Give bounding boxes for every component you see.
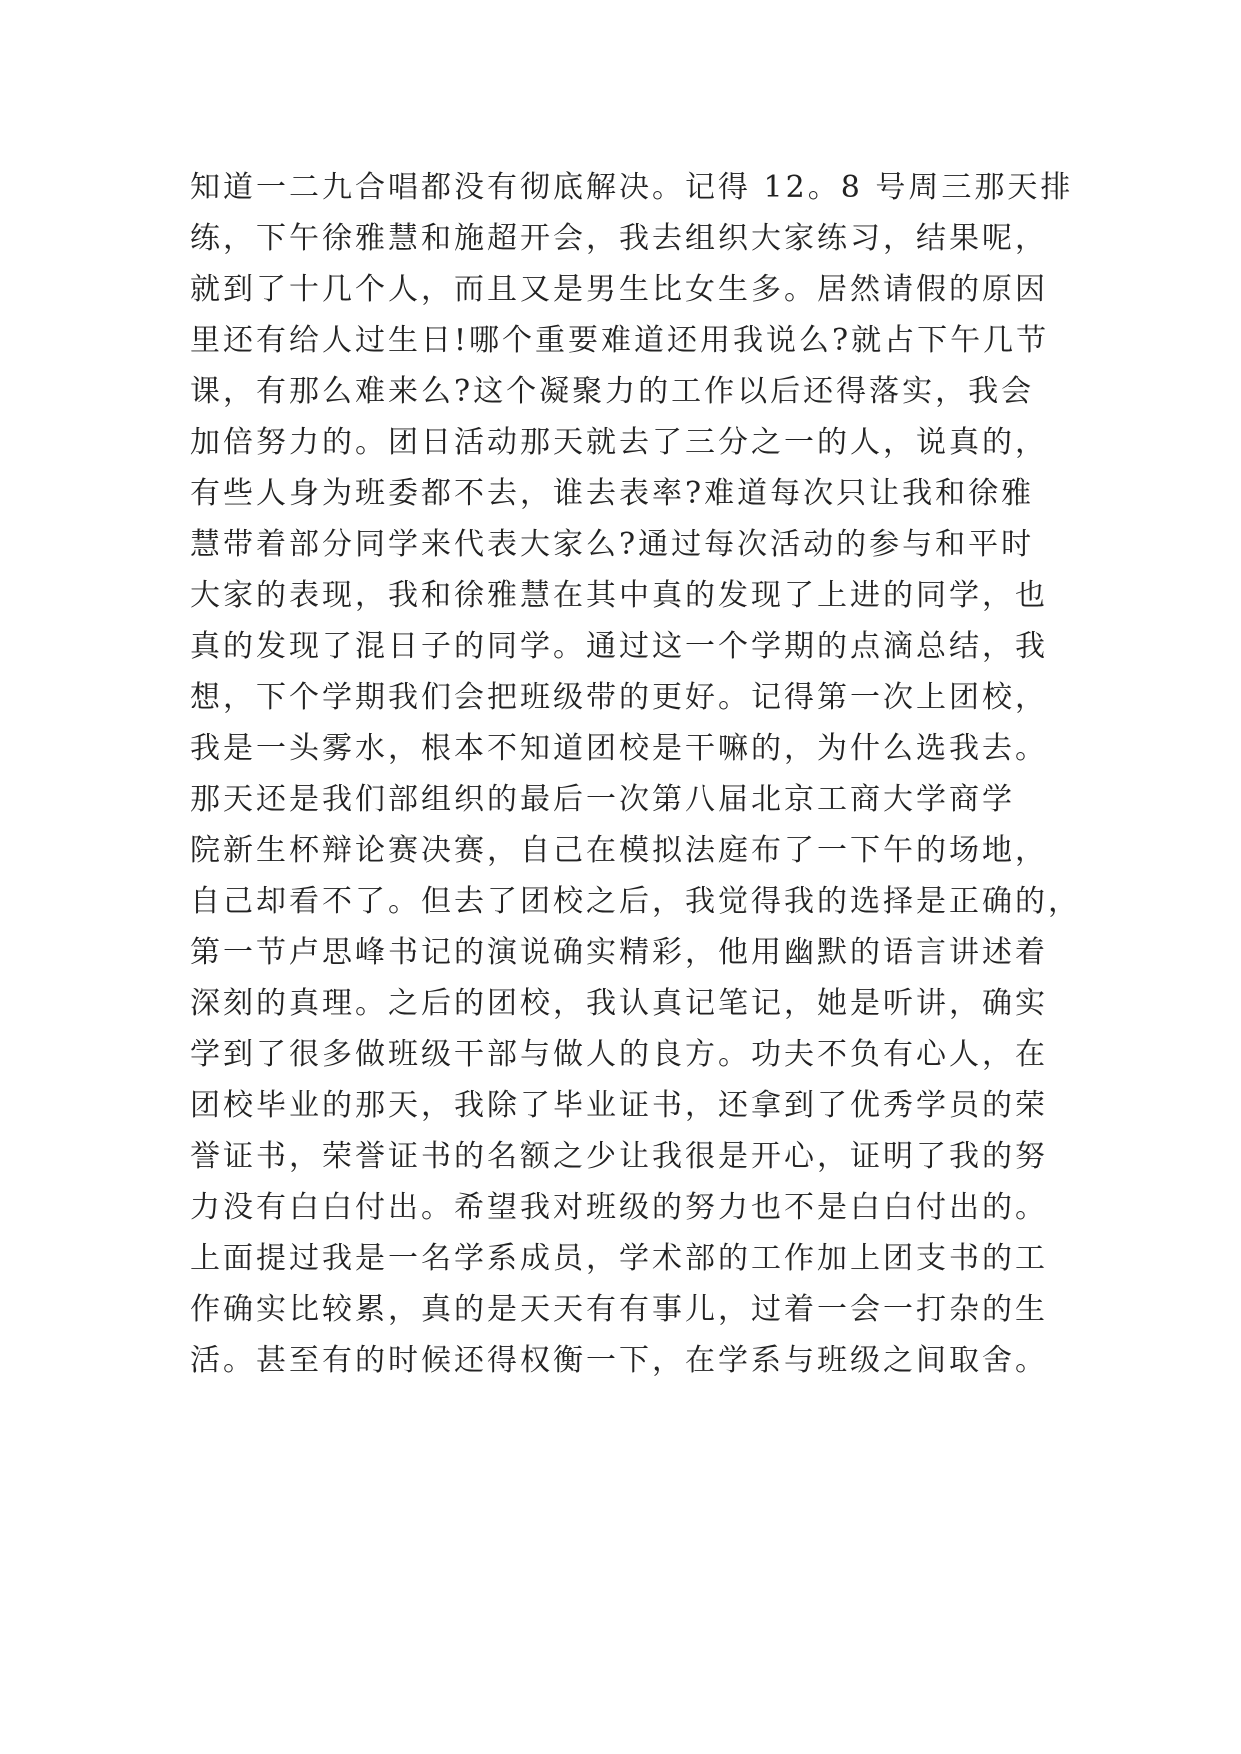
text-line: 想，下个学期我们会把班级带的更好。记得第一次上团校， — [190, 680, 1048, 715]
text-line: 就到了十几个人，而且又是男生比女生多。居然请假的原因 — [190, 272, 1048, 307]
text-line: 那天还是我们部组织的最后一次第八届北京工商大学商学 — [190, 782, 1015, 817]
text-line: 有些人身为班委都不去，谁去表率?难道每次只让我和徐雅 — [190, 476, 1035, 511]
body-text — [190, 162, 1081, 1386]
text-line: 团校毕业的那天，我除了毕业证书，还拿到了优秀学员的荣 — [190, 1088, 1048, 1123]
text-line: 学到了很多做班级干部与做人的良方。功夫不负有心人，在 — [190, 1037, 1048, 1072]
text-line: 誉证书，荣誉证书的名额之少让我很是开心，证明了我的努 — [190, 1139, 1048, 1174]
text-line: 加倍努力的。团日活动那天就去了三分之一的人，说真的， — [190, 425, 1048, 460]
text-line: 自己却看不了。但去了团校之后，我觉得我的选择是正确的， — [190, 884, 1081, 919]
text-line: 活。甚至有的时候还得权衡一下，在学系与班级之间取舍。 — [190, 1343, 1048, 1378]
text-line: 深刻的真理。之后的团校，我认真记笔记，她是听讲，确实 — [190, 986, 1048, 1021]
text-line: 知道一二九合唱都没有彻底解决。记得 12。8 号周三那天排 — [190, 170, 1074, 205]
text-line: 力没有白白付出。希望我对班级的努力也不是白白付出的。 — [190, 1190, 1048, 1225]
text-line: 真的发现了混日子的同学。通过这一个学期的点滴总结，我 — [190, 629, 1048, 664]
text-line: 慧带着部分同学来代表大家么?通过每次活动的参与和平时 — [190, 527, 1035, 562]
text-line: 练，下午徐雅慧和施超开会，我去组织大家练习，结果呢， — [190, 221, 1048, 256]
text-line: 第一节卢思峰书记的演说确实精彩，他用幽默的语言讲述着 — [190, 935, 1048, 970]
text-line: 大家的表现，我和徐雅慧在其中真的发现了上进的同学，也 — [190, 578, 1048, 613]
text-line: 课，有那么难来么?这个凝聚力的工作以后还得落实，我会 — [190, 374, 1035, 409]
text-line: 我是一头雾水，根本不知道团校是干嘛的，为什么选我去。 — [190, 731, 1048, 766]
text-line: 作确实比较累，真的是天天有有事儿，过着一会一打杂的生 — [190, 1292, 1048, 1327]
text-line: 院新生杯辩论赛决赛，自己在模拟法庭布了一下午的场地， — [190, 833, 1048, 868]
text-line: 上面提过我是一名学系成员，学术部的工作加上团支书的工 — [190, 1241, 1048, 1276]
text-line: 里还有给人过生日!哪个重要难道还用我说么?就占下午几节 — [190, 323, 1050, 358]
